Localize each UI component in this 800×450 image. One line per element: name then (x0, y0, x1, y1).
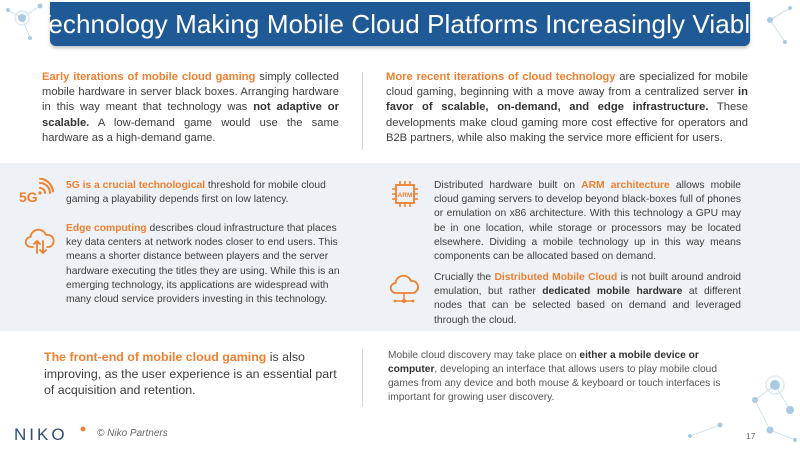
logo-text: NIKO (14, 425, 68, 443)
body-text: A low-demand game would use the same hardware as a high-demand game. (42, 116, 339, 144)
highlight-text: Edge computing (66, 223, 147, 234)
bold-text: in favor of scalable, on-demand, and edge infrastructure. (386, 86, 748, 114)
front-end-paragraph (44, 349, 340, 399)
page-number: 17 (746, 431, 756, 441)
cloud-network-icon (388, 273, 420, 305)
body-text: Crucially the (434, 272, 495, 283)
distributed-mobile-cloud-paragraph (434, 271, 741, 328)
title-bar (35, 2, 765, 46)
5g-paragraph (66, 179, 343, 207)
highlight-text: ARM architecture (581, 180, 670, 191)
recent-iterations-paragraph (386, 70, 748, 146)
bold-text: not adaptive or scalable. (42, 101, 339, 129)
arm-architecture-paragraph (434, 179, 741, 264)
body-text: is not built around android emulation, but rather (434, 272, 741, 298)
highlight-text: Distributed Mobile Cloud (494, 272, 618, 283)
highlight-text: Early iterations of mobile cloud gaming (42, 71, 256, 83)
discovery-paragraph (388, 349, 728, 405)
cloud-upload-icon (25, 225, 55, 255)
column-divider (362, 349, 363, 407)
arm-icon-label: ARM (397, 192, 413, 199)
body-text: Mobile cloud discovery may take place on (388, 350, 580, 361)
body-text: , developing an interface that allows users to play mobile cloud games from any device and both mouse & keyboard or touch interfaces is important for growing user discovery. (388, 364, 721, 403)
5g-signal-icon (18, 178, 54, 206)
body-text: Distributed hardware built on (434, 180, 582, 191)
body-text: simply collected mobile hardware in server black boxes. Arranging hardware in this way meant that technology was (42, 71, 339, 114)
body-text: These developments make cloud gaming more cost effective for operators and B2B partners, while also making the service more efficient for users. (386, 101, 748, 144)
highlight-text: 5G is a crucial technological (66, 180, 206, 191)
bold-text: dedicated mobile hardware (542, 286, 683, 298)
body-text: threshold for mobile cloud gaming a playability depends first on low latency. (66, 180, 326, 206)
copyright-text: © Niko Partners (97, 428, 168, 439)
body-text: is also improving, as the user experience is an essential part of acquisition and retention. (44, 350, 337, 398)
body-text: at different nodes that can be selected based on demand and leveraged through the cloud. (434, 286, 741, 326)
body-text: are specialized for mobile cloud gaming, beginning with a move away from a centralized server (386, 71, 748, 99)
body-text: describes cloud infrastructure that places key data centers at network nodes closer to end users. This means a shorter distance between players and the server hardware executing the titles they are using. While this is an emerging technology, its applications are widespread with many cloud service providers investing in this technology. (66, 223, 340, 306)
niko-logo (14, 425, 88, 443)
arm-chip-icon (391, 180, 419, 208)
5g-icon-label: 5G (19, 189, 38, 205)
edge-computing-paragraph (66, 222, 343, 307)
bold-text: either a mobile device or computer (388, 350, 699, 375)
page-title: Technology Making Mobile Cloud Platforms Increasingly Viable (35, 8, 765, 39)
highlight-text: More recent iterations of cloud technology (386, 71, 616, 83)
column-divider (362, 72, 363, 150)
early-iterations-paragraph (42, 70, 339, 146)
body-text: allows mobile cloud gaming servers to develop beyond black-boxes full of phones or emulation on x86 architecture. With this technology a GPU may be in one location, while storage or processors may be located elsewhere. Dividing a mobile technology up in this way means components can be allocated based on demand. (434, 180, 741, 263)
highlight-text: The front-end of mobile cloud gaming (44, 350, 267, 364)
